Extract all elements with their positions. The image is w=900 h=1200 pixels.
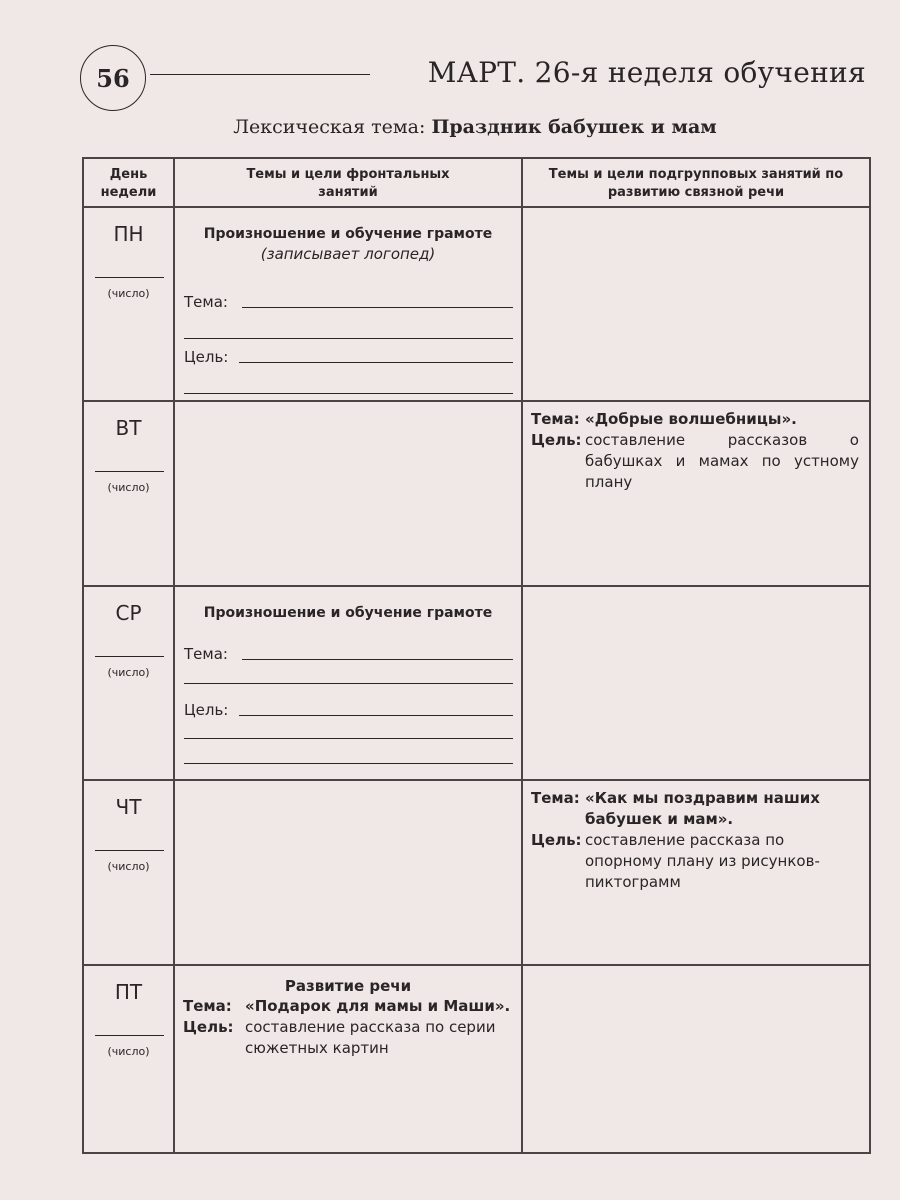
tema-field[interactable] [184,293,513,311]
write-line[interactable] [184,393,513,394]
cel-text: составление рассказа по опорному плану из рисунков-пиктограмм [585,831,820,891]
tema-label: Тема: [184,645,228,663]
day-abbr: ЧТ [115,795,142,819]
table-row [83,780,870,965]
date-line[interactable] [95,277,164,278]
tema-text: «Как мы поздравим наших бабушек и мам». [585,789,820,828]
cel-label: Цель: [531,431,582,449]
frontal-note: (записывает логопед) [260,245,436,263]
frontal-title: Произношение и обучение грамоте [203,605,493,621]
tema-label: Тема: [531,789,580,807]
cel-label: Цель: [184,701,229,719]
frontal-cell [174,207,522,401]
day-abbr: ПТ [114,980,143,1004]
frontal-title: Произношение и обучение грамоте [203,226,493,242]
day-cell [83,586,174,780]
lexical-label: Лексическая тема: [233,116,426,138]
cel-label: Цель: [531,831,582,849]
write-line[interactable] [184,683,513,684]
tema-label: Тема: [183,997,232,1015]
group-cell [522,207,870,401]
date-caption: (число) [107,1045,150,1058]
cel-text: составление рассказов о бабушках и мамах по устному плану [585,431,859,491]
day-abbr: ПН [113,222,144,246]
frontal-cell [174,586,522,780]
frontal-cell [174,965,522,1153]
frontal-cell [174,780,522,965]
date-caption: (число) [107,481,150,494]
tema-field[interactable] [184,645,513,663]
weekly-plan-table [82,157,871,1154]
frontal-title: Развитие речи [284,977,412,995]
group-cell [522,780,870,965]
date-line[interactable] [95,1035,164,1036]
lexical-theme [0,116,900,138]
day-cell [83,401,174,586]
cel-label: Цель: [183,1018,234,1036]
header-rule [150,74,370,75]
cel-text: составление рассказа по серии сюжетных картин [245,1018,496,1057]
tema-text: «Добрые волшебницы». [585,410,797,428]
table-row [83,207,870,401]
header-day: День недели [83,158,174,207]
date-caption: (число) [107,860,150,873]
write-line[interactable] [184,338,513,339]
table-row [83,401,870,586]
date-line[interactable] [95,850,164,851]
table-row [83,965,870,1153]
day-cell [83,780,174,965]
lexical-topic: Праздник бабушек и мам [431,116,717,138]
day-abbr: СР [115,601,142,625]
write-line[interactable] [184,738,513,739]
tema-label: Тема: [531,410,580,428]
day-abbr: ВТ [115,416,142,440]
page-title: МАРТ. 26-я неделя обучения [427,56,866,89]
day-cell [83,207,174,401]
cel-field[interactable] [184,348,513,366]
table-header-row [83,158,870,207]
table-row [83,586,870,780]
date-line[interactable] [95,471,164,472]
cel-field[interactable] [184,701,513,719]
header-frontal: Темы и цели фронтальных занятий [174,158,522,207]
date-caption: (число) [107,287,150,300]
day-cell [83,965,174,1153]
cel-label: Цель: [184,348,229,366]
group-cell [522,586,870,780]
group-cell [522,401,870,586]
frontal-cell [174,401,522,586]
page-number: 56 [80,45,146,111]
date-line[interactable] [95,656,164,657]
group-cell [522,965,870,1153]
write-line[interactable] [184,763,513,764]
date-caption: (число) [107,666,150,679]
tema-text: «Подарок для мамы и Маши». [245,997,511,1015]
header-group: Темы и цели подгрупповых занятий по развитию связной речи [522,158,870,207]
tema-label: Тема: [184,293,228,311]
